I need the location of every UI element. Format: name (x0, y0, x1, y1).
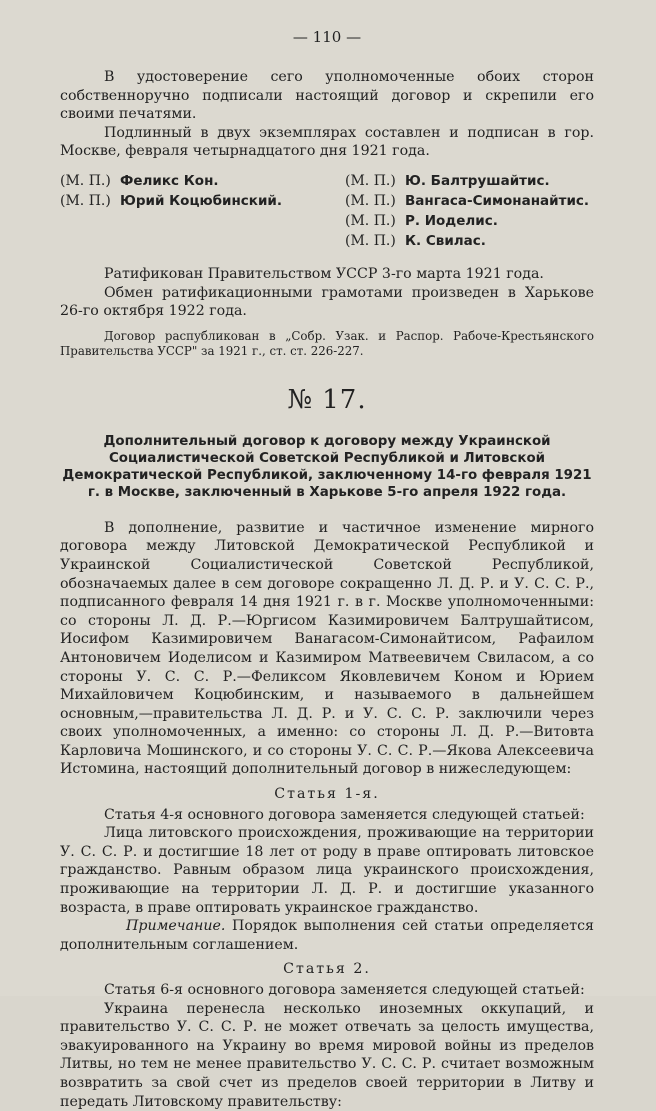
note-label: Примечание. (126, 918, 226, 935)
article-1-text: Лица литовского происхождения, проживающие на территории У. С. С. Р. и достигшие 18 лет от роду в праве оптировать литовское гражданство. Равным образом лица украинского происхождения, проживающие на территории Л. Д. Р. и достигшие указанного возраста, в праве оптировать украинское гражданство. (60, 825, 594, 916)
preamble: В дополнение, развитие и частичное изменение мирного договора между Литовской Демократической Республикой и Украинской Социалистической Советской Республикой, обозначаемых далее в сем договоре сокращенно Л. Д. Р. и У. С. С. Р., подписанного февраля 14 дня 1921 г. в г. Москве уполномоченными: со стороны Л. Д. Р.—Юргисом Казимировичем Балтрушайтисом, Иосифом Казимировичем Ванагасом-Симонайтисом, Рафаилом Антоновичем Иоделисом и Казимиром Матвеевичем Свиласом, а со стороны У. С. С. Р.—Феликсом Яковлевичем Коном и Юрием Михайловичем Коцюбинским, и называемого в дальнейшем основным,—правительства Л. Д. Р. и У. С. С. Р. заключили через своих уполномоченных, а именно: со стороны Л. Д. Р.—Витовта Карловича Мошинского, и со стороны У. С. С. Р.—Якова Алексеевича Истомина, настоящий дополнительный договор в нижеследующем: (60, 519, 594, 778)
note-text: Порядок выполнения сей статьи определяется дополнительным соглашением. (60, 918, 594, 953)
exchange-paragraph: Обмен ратификационными грамотами произведен в Харькове 26-го октября 1922 года. (60, 284, 594, 320)
ratification-paragraph: Ратификован Правительством УССР 3-го марта 1921 года. (104, 265, 544, 282)
seal-mark: (М. П.) (60, 192, 111, 209)
article-1-title: Статья 1-я. (274, 786, 380, 803)
signatory-name: Р. Иоделис. (405, 212, 498, 229)
signatory-name: Вангаса-Симонанайтис. (405, 192, 590, 209)
article-2-title: Статья 2. (283, 961, 371, 978)
seal-mark: (М. П.) (345, 192, 396, 209)
signature-row (345, 231, 589, 251)
signatory-name: Юрий Коцюбинский. (120, 192, 282, 209)
document-heading: Дополнительный договор к договору между Украинской Социалистической Советской Республикой и Литовской Демократической Республикой, заключенному 14-го февраля 1921 г. в Москве, заключенный в Харькове 5-го апреля 1922 года. (62, 433, 592, 500)
signatory-name: Феликс Кон. (120, 172, 219, 189)
signatory-name: Ю. Балтрушайтис. (405, 172, 550, 189)
article-1-intro: Статья 4-я основного договора заменяется следующей статьей: (104, 806, 585, 823)
document-number: № 17. (287, 384, 367, 415)
signature-row (345, 191, 589, 211)
seal-mark: (М. П.) (345, 212, 396, 229)
seal-mark: (М. П.) (60, 172, 111, 189)
signatory-name: К. Свилас. (405, 232, 486, 249)
signature-block (60, 171, 594, 251)
publication-note: Договор распубликован в „Собр. Узак. и Распор. Рабоче-Крестьянского Правительства УССР" за 1921 г., ст. ст. 226-227. (60, 328, 594, 358)
seal-mark: (М. П.) (345, 232, 396, 249)
article-2-text: Украина перенесла несколько иноземных оккупаций, и правительство У. С. С. Р. не может отвечать за целость имущества, эвакуированного на Украину во время мировой войны из пределов Литвы, но тем не менее правительство У. С. С. Р. считает возможным возвратить за свой счет из пределов своей территории в Литву и передать Литовскому правительству: (60, 1000, 594, 1110)
signatures-left (60, 171, 345, 251)
page-number: — 110 — (292, 28, 362, 46)
signature-row (60, 171, 345, 191)
signature-row (345, 211, 589, 231)
article-1-note (60, 917, 594, 954)
closing-paragraph-2: Подлинный в двух экземплярах составлен и подписан в гор. Москве, февраля четырнадцатого дня 1921 года. (60, 124, 594, 160)
signature-row (345, 171, 589, 191)
seal-mark: (М. П.) (345, 172, 396, 189)
closing-paragraph-1: В удостоверение сего уполномоченные обоих сторон собственноручно подписали настоящий договор и скрепили его своими печатями. (60, 69, 594, 123)
signature-row (60, 191, 345, 211)
article-2-intro: Статья 6-я основного договора заменяется следующей статьей: (104, 982, 585, 998)
signatures-right (345, 171, 589, 251)
